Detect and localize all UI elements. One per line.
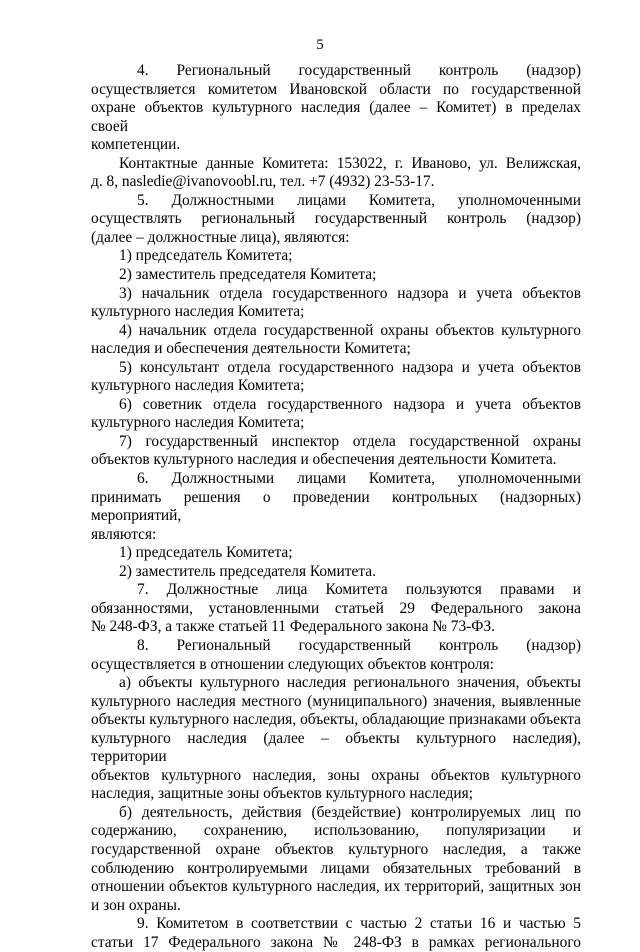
text-line: обязанностями, установленными статьей 29 Федерального закона [91, 599, 581, 617]
item-7-line: 7. Должностные лица Комитета пользуются правами и [137, 581, 581, 599]
list-item: б) деятельность, действия (бездействие) контролируемых лиц по [119, 803, 581, 821]
list-item: 1) председатель Комитета; [119, 247, 293, 265]
list-item: 5) консультант отдела государственного надзора и учета объектов [119, 358, 581, 376]
item-6-line: 6. Должностными лицами Комитета, уполномоченными [137, 470, 581, 488]
text-line: объектов культурного наследия, зоны охраны объектов культурного [91, 766, 581, 784]
list-item: 1) председатель Комитета; [119, 544, 293, 562]
text-line: культурного наследия местного (муниципального) значения, выявленные [91, 692, 581, 710]
list-item: 7) государственный инспектор отдела государственной охраны [119, 432, 581, 450]
list-item: 2) заместитель председателя Комитета. [119, 562, 376, 580]
text-line: компетенции. [91, 136, 181, 154]
text-line: и зон охраны. [91, 896, 181, 914]
text-line: объекты культурного наследия, объекты, обладающие признаками объекта [91, 711, 581, 729]
item-4-line: 4. Региональный государственный контроль (надзор) [137, 62, 581, 79]
document-body [91, 62, 581, 952]
contact-details-line: д. 8, nasledie@ivanovoobl.ru, тел. +7 (4932) 23-53-17. [91, 173, 435, 191]
text-line: осуществляется комитетом Ивановской области по государственной [91, 80, 581, 98]
text-line: осуществляется в отношении следующих объектов контроля: [91, 655, 494, 673]
list-item-cont: объектов культурного наследия и обеспечения деятельности Комитета. [91, 451, 557, 469]
list-item-cont: культурного наследия Комитета; [91, 377, 305, 395]
text-line: отношении объектов культурного наследия, их территорий, защитных зон [91, 878, 581, 896]
text-line: содержанию, сохранению, использованию, популяризации и [91, 822, 581, 840]
item-9-line: 9. Комитетом в соответствии с частью 2 статьи 16 и частью 5 [137, 915, 581, 933]
text-line: № 248-ФЗ, а также статьей 11 Федерального закона № 73-ФЗ. [91, 618, 496, 636]
page-number: 5 [316, 37, 324, 53]
list-item: 3) начальник отдела государственного надзора и учета объектов [119, 284, 581, 302]
text-line: (далее – должностные лица), являются: [91, 228, 350, 246]
text-line: принимать решения о проведении контрольных (надзорных) мероприятий, [91, 488, 581, 525]
list-item: 6) советник отдела государственного надзора и учета объектов [119, 395, 581, 413]
text-line: наследия, защитные зоны объектов культурного наследия; [91, 785, 474, 803]
text-line: являются: [91, 525, 157, 543]
list-item: а) объекты культурного наследия регионального значения, объекты [119, 674, 581, 692]
text-line: государственной охране объектов культурного наследия, а также [91, 840, 581, 858]
list-item: 4) начальник отдела государственной охраны объектов культурного [119, 321, 581, 339]
text-line: соблюдению контролируемыми лицами обязательных требований в [91, 859, 581, 877]
list-item-cont: культурного наследия Комитета; [91, 303, 305, 321]
text-line: культурного наследия (далее – объекты культурного наследия), территории [91, 729, 581, 766]
item-8-line: 8. Региональный государственный контроль (надзор) [137, 636, 581, 654]
text-line: осуществлять региональный государственный контроль (надзор) [91, 210, 581, 228]
contact-line: Контактные данные Комитета: 153022, г. Иваново, ул. Велижская, [119, 154, 581, 172]
text-line: статьи 17 Федерального закона № 248-ФЗ в рамках регионального [91, 933, 581, 951]
list-item: 2) заместитель председателя Комитета; [119, 266, 377, 284]
text-line: охране объектов культурного наследия (далее – Комитет) в пределах своей [91, 99, 581, 135]
list-item-cont: наследия и обеспечения деятельности Комитета; [91, 340, 411, 358]
item-5-line: 5. Должностными лицами Комитета, уполномоченными [137, 191, 581, 209]
list-item-cont: культурного наследия Комитета; [91, 414, 305, 432]
